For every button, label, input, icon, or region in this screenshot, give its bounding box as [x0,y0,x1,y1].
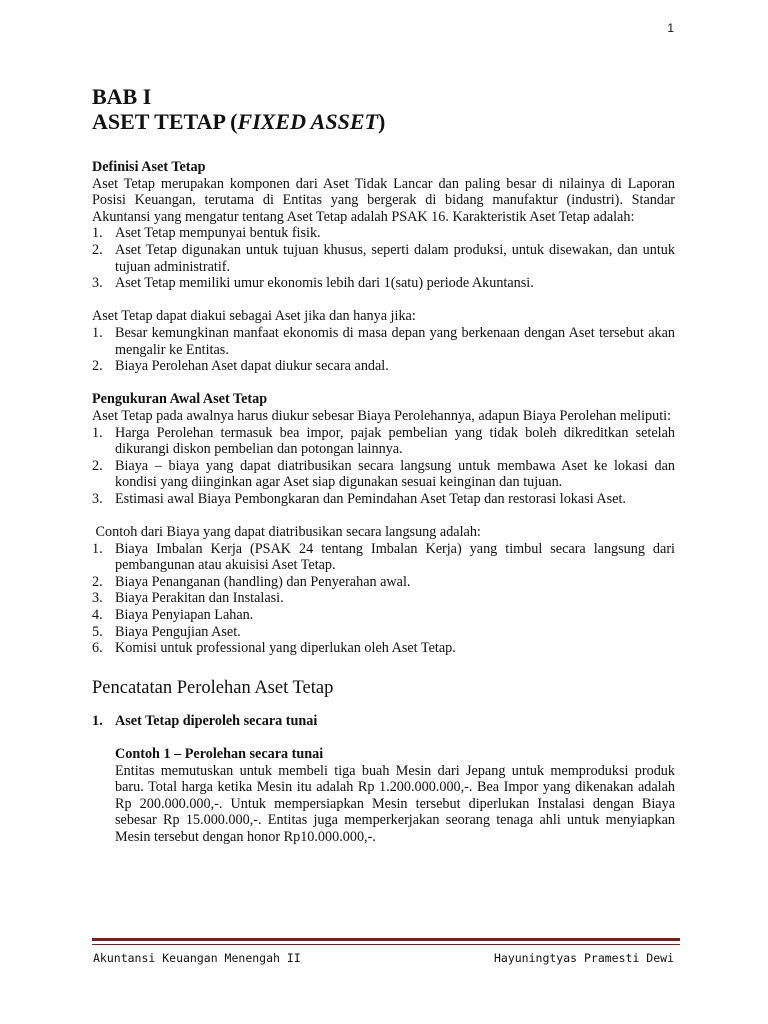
footer-rule-thick [92,938,680,941]
section-title-pencatatan: Pencatatan Perolehan Aset Tetap [92,677,334,698]
list-item: 1. Biaya Imbalan Kerja (PSAK 24 tentang Imbalan Kerja) yang timbul secara langsung dari pembangunan atau akuisisi Aset Tetap. [92,540,675,574]
document-body [92,84,675,846]
list-item: 3. Estimasi awal Biaya Pembongkaran dan Pemindahan Aset Tetap dan restorasi lokasi Aset. [92,490,626,507]
chapter-title-italic: FIXED ASSET [237,109,378,134]
list-item: 2. Aset Tetap digunakan untuk tujuan khusus, seperti dalam produksi, untuk disewakan, dan untuk tujuan administratif. [92,241,675,275]
section-title-definisi: Definisi Aset Tetap [92,159,206,175]
chapter-number: BAB I [92,84,152,109]
list-item: 1. Besar kemungkinan manfaat ekonomis di masa depan yang berkenaan dengan Aset tersebut akan mengalir ke Entitas. [92,324,675,358]
chapter-title: ASET TETAP (FIXED ASSET) [92,109,386,134]
page-number: 1 [667,21,674,35]
definisi-list [92,225,675,291]
footer-rule-thin [92,944,680,945]
list-item: 5. Biaya Pengujian Aset. [92,623,241,640]
subsection-title: 1. Aset Tetap diperoleh secara tunai [92,712,318,729]
pengukuran-paragraph: Aset Tetap pada awalnya harus diukur sebesar Biaya Perolehannya, adapun Biaya Perolehan meliputi: [92,407,672,424]
chapter-heading [92,84,675,134]
footer-author: Hayuningtyas Pramesti Dewi [493,951,674,965]
contoh-intro: Contoh dari Biaya yang dapat diatribusikan secara langsung adalah: [92,524,481,541]
list-item: 2. Biaya Perolehan Aset dapat diukur secara andal. [92,358,389,375]
definisi-paragraph: Aset Tetap merupakan komponen dari Aset Tidak Lancar dan paling besar di nilainya di Laporan Posisi Keuangan, terutama di Entitas yang bergerak di bidang manufaktur (industri). Standar Akuntansi yang mengatur tentang Aset Tetap adalah PSAK 16. Karakteristik Aset Tetap adalah: [92,175,675,225]
example-text: Entitas memutuskan untuk membeli tiga buah Mesin dari Jepang untuk memproduksi produk baru. Total harga ketika Mesin itu adalah Rp 1.200.000.000,-. Bea Impor yang dikenakan adalah Rp 200.000.000,-. Untuk mempersiapkan Mesin tersebut diperlukan Instalasi dengan Biaya sebesar Rp 15.000.000,-. Entitas juga memperkerjakan seorang tenaga ahli untuk menyiapkan Mesin tersebut dengan honor Rp10.000.000,-. [115,762,675,845]
contoh-list [92,541,675,657]
list-item: 6. Komisi untuk professional yang diperlukan oleh Aset Tetap. [92,640,456,657]
list-item: 2. Biaya – biaya yang dapat diatribusikan secara langsung untuk membawa Aset ke lokasi dan kondisi yang diinginkan agar Aset siap digunakan sesuai keinginan dan tujuan. [92,457,675,491]
list-item: 2. Biaya Penanganan (handling) dan Penyerahan awal. [92,573,411,590]
list-item: 3. Biaya Perakitan dan Instalasi. [92,590,284,607]
section-title-pengukuran: Pengukuran Awal Aset Tetap [92,391,268,408]
example-block [92,746,675,846]
recognition-list [92,325,675,375]
recognition-intro: Aset Tetap dapat diakui sebagai Aset jika dan hanya jika: [92,308,416,325]
list-item: 1. Harga Perolehan termasuk bea impor, pajak pembelian yang tidak boleh dikreditkan setelah dikurangi diskon pembelian dan potongan lainnya. [92,424,675,458]
example-title: Contoh 1 – Perolehan secara tunai [115,746,324,762]
list-item: 3. Aset Tetap memiliki umur ekonomis lebih dari 1(satu) periode Akuntansi. [92,275,534,292]
footer-course-title: Akuntansi Keuangan Menengah II [93,951,301,965]
list-item: 1. Aset Tetap mempunyai bentuk fisik. [92,225,321,242]
pengukuran-list [92,425,675,508]
list-item: 4. Biaya Penyiapan Lahan. [92,607,254,624]
